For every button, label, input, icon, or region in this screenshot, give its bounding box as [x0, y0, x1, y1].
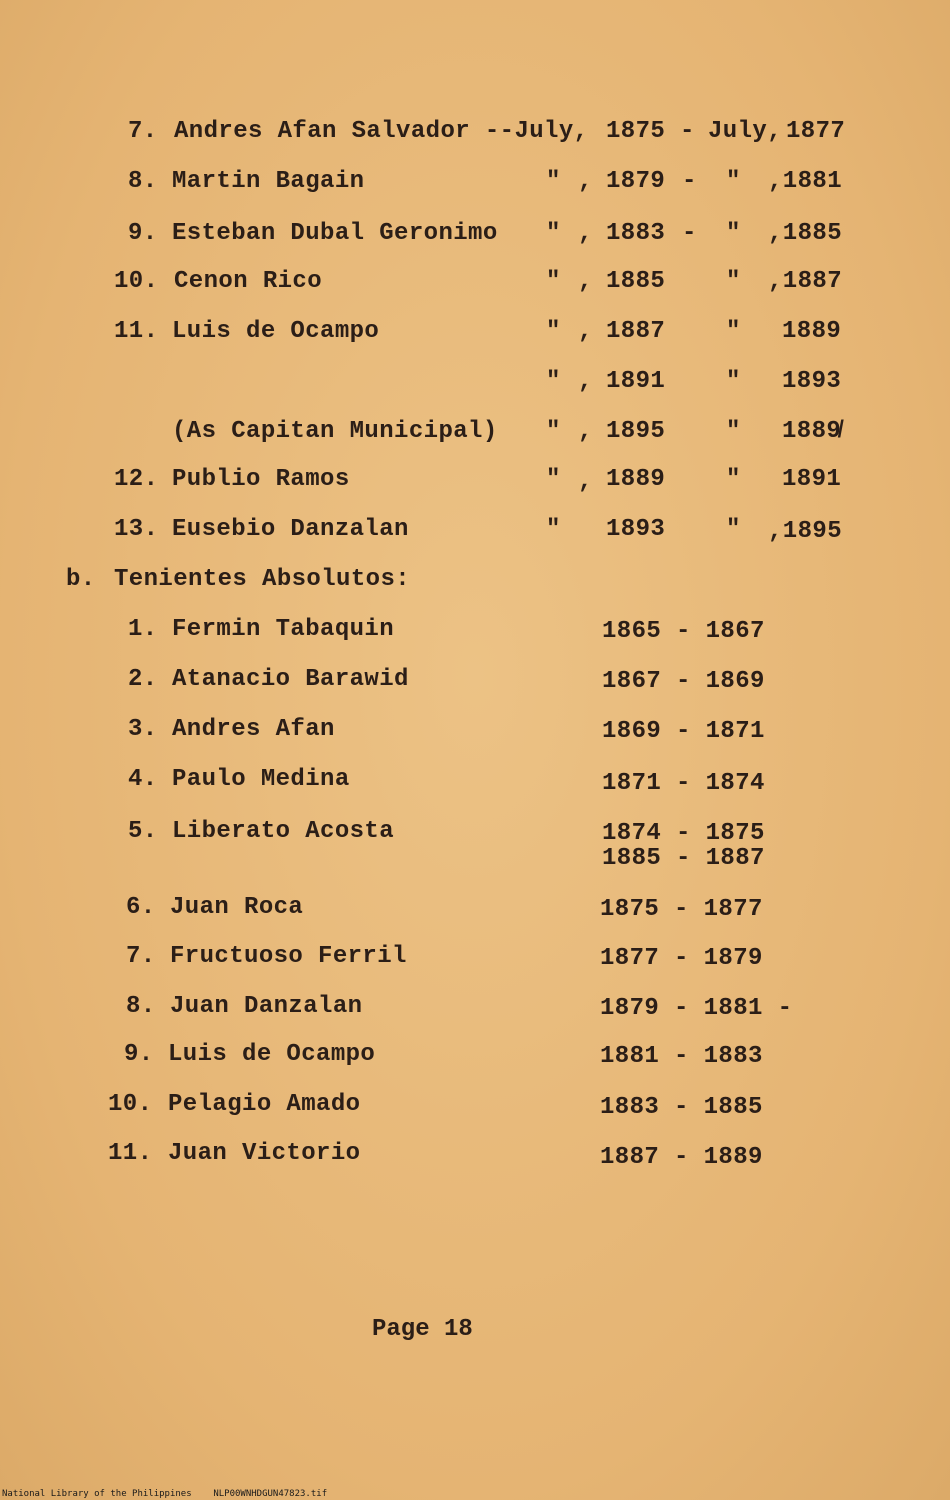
list-item-to-month: July, — [708, 118, 783, 145]
ditto-mark: " — [726, 220, 741, 247]
list-item-years: 1887 - 1889 — [600, 1144, 763, 1171]
list-item-separator: - — [680, 118, 695, 145]
ditto-mark: " — [726, 318, 741, 345]
list-item-number: 8. — [126, 993, 156, 1020]
list-item-name: Liberato Acosta — [172, 818, 395, 845]
list-item-from-year: 1875 — [606, 118, 666, 145]
list-item-number: 10. — [114, 268, 159, 295]
list-item-name: Atanacio Barawid — [172, 666, 409, 693]
list-item-number: 2. — [128, 666, 158, 693]
list-item-to-year: 1893 — [782, 368, 842, 395]
list-item-to-year: 1889 — [782, 318, 842, 345]
list-item-comma: , — [578, 418, 593, 445]
list-item-name: Publio Ramos — [172, 466, 350, 493]
list-item-years: 1877 - 1879 — [600, 945, 763, 972]
list-item-from-year: 1885 — [606, 268, 666, 295]
ditto-mark: " — [546, 418, 561, 445]
page-number: Page 18 — [372, 1316, 473, 1343]
ditto-mark: " — [726, 516, 741, 543]
list-item-years: 1881 - 1883 — [600, 1043, 763, 1070]
list-item-to-year: 1891 — [782, 466, 842, 493]
list-item-number: 3. — [128, 716, 158, 743]
list-item-name: Eusebio Danzalan — [172, 516, 409, 543]
list-item-number: 10. — [108, 1091, 153, 1118]
list-item-name: Pelagio Amado — [168, 1091, 361, 1118]
list-item-name: Fermin Tabaquin — [172, 616, 395, 643]
ditto-mark: " — [546, 368, 561, 395]
ditto-mark: " — [546, 466, 561, 493]
list-item-number: 11. — [114, 318, 159, 345]
list-item-separator: - — [682, 220, 697, 247]
list-item-to-year: ,1887 — [768, 268, 843, 295]
ditto-mark: " — [546, 318, 561, 345]
ditto-mark: " — [726, 466, 741, 493]
list-item-number: 5. — [128, 818, 158, 845]
list-item-to-year: ,1885 — [768, 220, 843, 247]
list-item-name: Fructuoso Ferril — [170, 943, 407, 970]
list-item-years: 1879 - 1881 - — [600, 995, 793, 1022]
list-item-years: 1883 - 1885 — [600, 1094, 763, 1121]
ditto-mark: " — [726, 368, 741, 395]
list-item-from-year: , — [578, 168, 593, 195]
ditto-mark: " — [546, 516, 561, 543]
list-item-note: (As Capitan Municipal) — [172, 418, 498, 445]
list-item-name: Juan Victorio — [168, 1140, 361, 1167]
ditto-mark: " — [546, 268, 561, 295]
list-item-years: 1869 - 1871 — [602, 718, 765, 745]
list-item-comma: , — [578, 368, 593, 395]
list-item-name: Esteban Dubal Geronimo — [172, 220, 498, 247]
list-item-years-second: 1885 - 1887 — [602, 845, 765, 872]
list-item-years: 1871 - 1874 — [602, 770, 765, 797]
ditto-mark: " — [546, 168, 561, 195]
list-item-name: Andres Afan — [172, 716, 335, 743]
ditto-mark: " — [546, 220, 561, 247]
list-item-name: Paulo Medina — [172, 766, 350, 793]
scan-footer: National Library of the Philippines NLP00WNHDGUN47823.tif — [2, 1489, 328, 1499]
list-item-name: Martin Bagain — [172, 168, 365, 195]
list-item-name: Juan Roca — [170, 894, 304, 921]
list-item-comma: , — [578, 220, 593, 247]
list-item-separator: - — [682, 168, 697, 195]
list-item-number: 9. — [128, 220, 158, 247]
ditto-mark: " — [726, 268, 741, 295]
list-item-number: 9. — [124, 1041, 154, 1068]
section-title: Tenientes Absolutos: — [114, 566, 411, 593]
list-item-number: 4. — [128, 766, 158, 793]
list-item-number: 12. — [114, 466, 159, 493]
list-item-from-year: 1891 — [606, 368, 666, 395]
list-item-years: 1874 - 1875 — [602, 820, 765, 847]
list-item-from-year: 1889 — [606, 466, 666, 493]
list-item-number: 7. — [128, 118, 158, 145]
list-item-comma: , — [578, 468, 593, 495]
list-item-name: Cenon Rico — [174, 268, 323, 295]
list-item-number: 7. — [126, 943, 156, 970]
list-item-from-year: 1887 — [606, 318, 666, 345]
list-item-to-year: 1877 — [786, 118, 846, 145]
list-item-years: 1865 - 1867 — [602, 618, 765, 645]
list-item-years: 1875 - 1877 — [600, 896, 763, 923]
list-item-number: 8. — [128, 168, 158, 195]
list-item-number: 13. — [114, 516, 159, 543]
list-item-from-year: 1895 — [606, 418, 666, 445]
list-item-to-year: ,1881 — [768, 168, 843, 195]
list-item-from-year: 1893 — [606, 516, 666, 543]
list-item-years: 1867 - 1869 — [602, 668, 765, 695]
list-item-name: Juan Danzalan — [170, 993, 363, 1020]
list-item-comma: , — [578, 268, 593, 295]
list-item-name: Luis de Ocampo — [172, 318, 380, 345]
list-item-number: 6. — [126, 894, 156, 921]
list-item-to-year: 1889̸ — [782, 418, 842, 445]
list-item-name: Luis de Ocampo — [168, 1041, 376, 1068]
list-item-from-year: 1879 — [606, 168, 666, 195]
list-item-number: 11. — [108, 1140, 153, 1167]
list-item-to-year: ,1895 — [768, 518, 843, 545]
list-item-number: 1. — [128, 616, 158, 643]
ditto-mark: " — [726, 168, 741, 195]
list-item-from-year: 1883 — [606, 220, 666, 247]
ditto-mark: " — [726, 418, 741, 445]
list-item-name: Andres Afan Salvador --July, — [174, 118, 589, 145]
section-label: b. — [66, 566, 96, 593]
list-item-comma: , — [578, 318, 593, 345]
